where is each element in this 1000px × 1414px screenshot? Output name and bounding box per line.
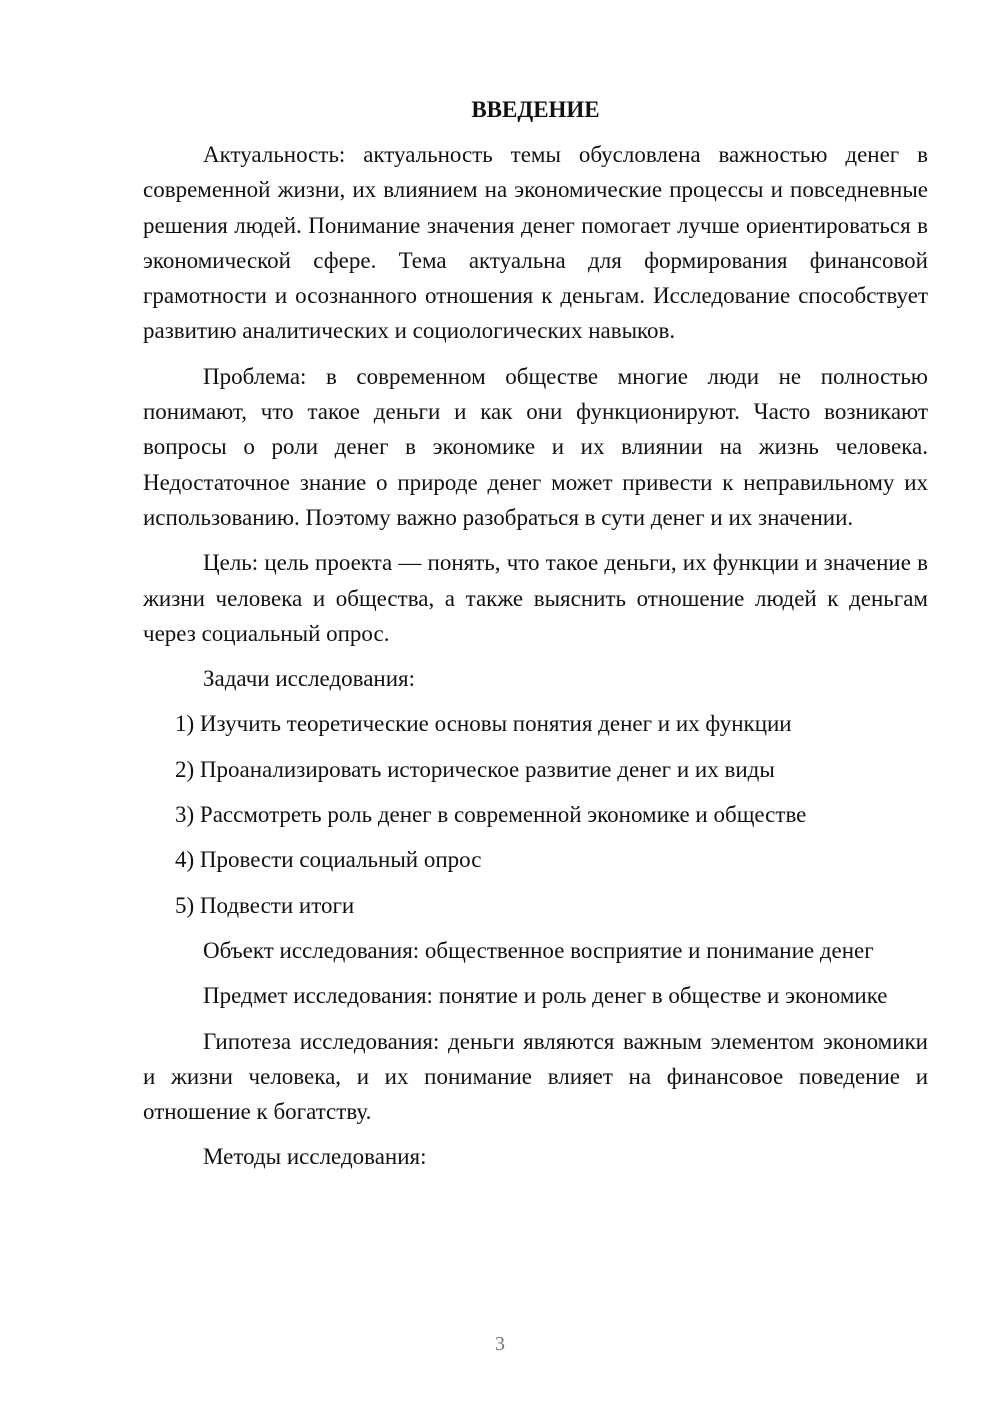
task-item: 3) Рассмотреть роль денег в современной экономике и обществе [175, 802, 807, 828]
task-item: 1) Изучить теоретические основы понятия денег и их функции [175, 711, 792, 737]
page-content [143, 92, 928, 1185]
subject-paragraph: Предмет исследования: понятие и роль денег в обществе и экономике [203, 983, 888, 1009]
hypothesis-paragraph: Гипотеза исследования: деньги являются важным элементом экономики и жизни человека, и их понимание влияет на финансовое поведение и отношение к богатству. [143, 1028, 928, 1125]
page-number: 3 [495, 1333, 505, 1355]
tasks-heading: Задачи исследования: [203, 666, 416, 692]
section-title: ВВЕДЕНИЕ [471, 97, 600, 122]
problem-paragraph: Проблема: в современном обществе многие люди не полностью понимают, что такое деньги и как они функционируют. Часто возникают вопросы о роли денег в экономике и их влиянии на жизнь человека. Недостаточное знание о природе денег может привести к неправильному их использованию. Поэтому важно разобраться в сути денег и их значении. [143, 363, 928, 530]
goal-paragraph: Цель: цель проекта — понять, что такое деньги, их функции и значение в жизни человека и общества, а также выяснить отношение людей к деньгам через социальный опрос. [143, 550, 928, 646]
task-item: 4) Провести социальный опрос [175, 847, 482, 873]
task-item: 2) Проанализировать историческое развитие денег и их виды [175, 756, 775, 782]
methods-heading: Методы исследования: [203, 1144, 427, 1170]
task-item: 5) Подвести итоги [175, 892, 355, 918]
object-paragraph: Объект исследования: общественное восприятие и понимание денег [203, 937, 874, 963]
relevance-paragraph: Актуальность: актуальность темы обусловлена важностью денег в современной жизни, их влиянием на экономические процессы и повседневные решения людей. Понимание значения денег помогает лучше ориентироваться в экономической сфере. Тема актуальна для формирования финансовой грамотности и осознанного отношения к деньгам. Исследование способствует развитию аналитических и социологических навыков. [143, 142, 928, 344]
